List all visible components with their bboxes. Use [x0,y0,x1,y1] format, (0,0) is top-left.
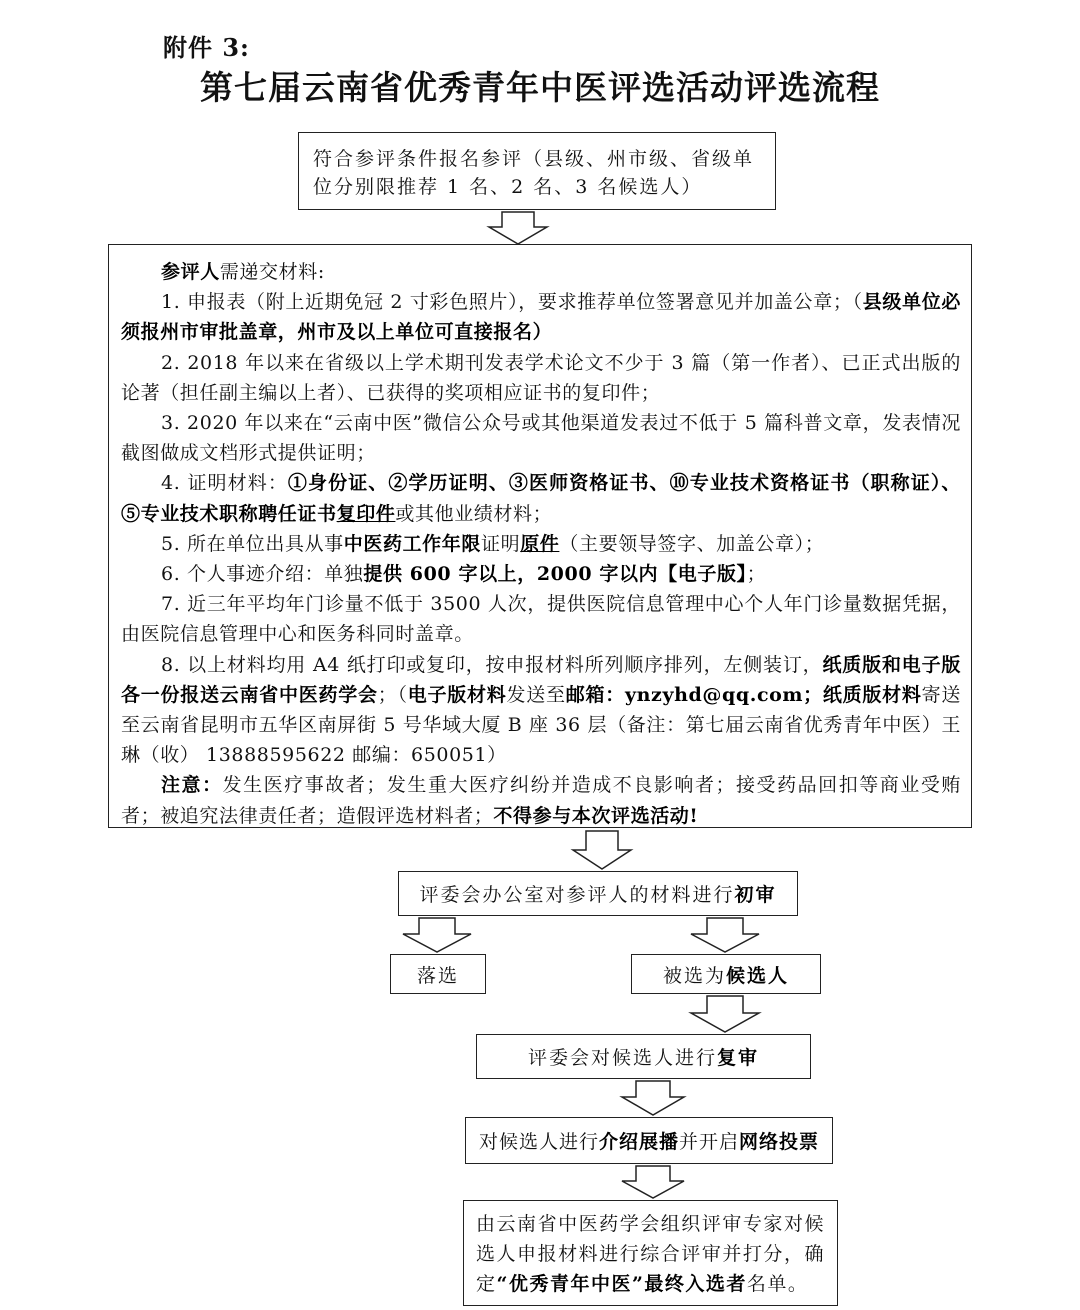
flow-arrow-6 [620,1080,686,1116]
step-registration-text: 符合参评条件报名参评（县级、州市级、省级单位分别限推荐 1 名、2 名、3 名候选人） [313,148,755,198]
materials-item-7: 7. 近三年平均年门诊量不低于 3500 人次，提供医院信息管理中心个人年门诊量数据凭据，由医院信息管理中心和医务科同时盖章。 [121,593,961,646]
step-eliminated-box: 落选 [390,954,486,994]
materials-item-5: 5. 所在单位出具从事中医药工作年限证明原件（主要领导签字、加盖公章）； [161,532,825,555]
flow-arrow-7 [620,1165,686,1199]
step-second-review-box: 评委会对候选人进行 复审 [476,1034,811,1079]
materials-item-8: 8. 以上材料均用 A4 纸打印或复印，按申报材料所列顺序排列，左侧装订，纸质版和电子版各一份报送云南省中医药学会；（电子版材料发送至邮箱：ynzyhd@qq.com；纸质版材料寄送至云南省昆明市五华区南屏街 5 号华域大厦 B 座 36 层（备注：第七届云南省优秀青年中医）王琳（收） 13888595622 邮编：650051） [121,653,961,767]
flow-arrow-1 [487,211,549,245]
flow-arrow-2 [571,830,633,870]
materials-item-2: 2. 2018 年以来在省级以上学术期刊发表学术论文不少于 3 篇（第一作者）、已正式出版的论著（担任副主编以上者）、已获得的奖项相应证书的复印件； [121,351,961,404]
step-registration-box [298,132,776,210]
flow-arrow-3 [401,917,473,953]
materials-item-1: 1. 申报表（附上近期免冠 2 寸彩色照片），要求推荐单位签署意见并加盖公章；（县级单位必须报州市审批盖章，州市及以上单位可直接报名） [121,291,961,344]
page-title: 第七届云南省优秀青年中医评选活动评选流程 [200,68,880,107]
step-initial-review-box: 评委会办公室对参评人的材料进行 初审 [398,871,798,916]
step-voting-box: 对候选人进行 介绍展播 并开启 网络投票 [465,1117,833,1164]
materials-note: 注意：发生医疗事故者；发生重大医疗纠纷并造成不良影响者；接受药品回扣等商业受贿者；被追究法律责任者；造假评选材料者；不得参与本次评选活动! [121,774,961,827]
step-final-review-box: 由云南省中医药学会组织评审专家对候选人申报材料进行综合评审并打分，确定“优秀青年中医”最终入选者名单。 [463,1200,838,1306]
materials-intro: 参评人需递交材料: [161,261,325,283]
flow-arrow-5 [689,995,761,1033]
materials-item-3: 3. 2020 年以来在“云南中医”微信公众号或其他渠道发表过不低于 5 篇科普文章，发表情况截图做成文档形式提供证明； [121,412,961,465]
flow-arrow-4 [689,917,761,953]
annex-label: 附件 3: [163,33,250,62]
materials-item-6: 6. 个人事迹介绍：单独提供 600 字以上，2000 字以内【电子版】； [161,563,767,586]
step-candidate-box: 被选为 候选人 [631,954,821,994]
materials-item-4: 4. 证明材料：①身份证、②学历证明、③医师资格证书、⑩专业技术资格证书（职称证）、⑤专业技术职称聘任证书复印件或其他业绩材料； [121,472,962,525]
step-materials-box [108,244,972,828]
